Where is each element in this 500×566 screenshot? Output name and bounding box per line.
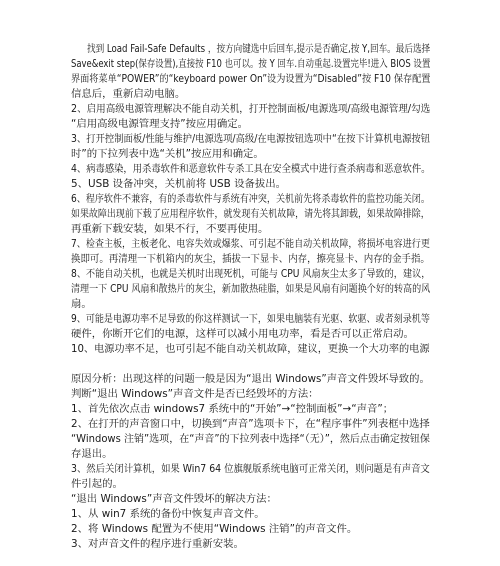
text-line: 存退出。 <box>71 448 113 460</box>
text-line: 3、然后关闭计算机，如果 Win7 64 位旗舰版系统电脑可正常关闭，则问题是有声音文 <box>71 463 430 475</box>
text-line: “退出 Windows”声音文件毁坏的解决方法： <box>71 493 277 505</box>
text-line: “Windows 注销”选项，在“声音”的下拉列表中选择“（无）”，然后点击确定按钮保 <box>71 433 430 445</box>
text-line: Save&exit step(保存设置),直接按 F10 也可以。按 Y 回车.自动重起.设置完毕!进入 BIOS 设置 <box>71 58 431 70</box>
text-line: 判断“退出 Windows”声音文件是否已经毁坏的方法： <box>71 388 319 400</box>
text-line: 件引起的。 <box>71 478 123 490</box>
text-line: 界面将菜单“POWER”的“keyboard power On”设为设置为“Disabled”按 F10 保存配置 <box>71 73 431 85</box>
text-line: 2、将 Windows 配置为不使用“Windows 注销”的声音文件。 <box>71 523 358 535</box>
text-line: 2、在打开的声音窗口中，切换到“声音”选项卡下，在“程序事件”列表框中选择 <box>71 418 430 430</box>
text-line: 7、检查主板，主板老化、电容失效或爆浆、可引起不能自动关机故障，将损坏电容进行更 <box>71 238 430 250</box>
text-line: 信息后，重新启动电脑。 <box>71 88 186 100</box>
text-line: 找到 Load Fail-Safe Defaults ，按方向键选中后回车,提示是否确定,按 Y,回车。最后选择 <box>87 43 431 55</box>
text-line: 换即可。再清理一下机箱内的灰尘，插拔一下显卡、内存，擦亮显卡、内存的金手指。 <box>71 253 430 265</box>
text-line: 4、病毒感染，用杀毒软件和恶意软件专杀工具在安全模式中进行查杀病毒和恶意软件。 <box>71 163 431 175</box>
text-line: 3、对声音文件的程序进行重新安装。 <box>71 538 244 550</box>
text-line: 扇。 <box>71 298 92 310</box>
text-line: 10、电源功率不足，也可引起不能自动关机故障，建议，更换一个大功率的电源 <box>71 343 430 355</box>
text-line: 如果故障出现前下载了应用程序软件，就发现有关机故障，请先将其卸载，如果故障排除， <box>71 208 430 220</box>
text-line: 9、可能是电源功率不足导致的你这样测试一下，如果电脑装有光驱、软驱、或者刻录机等 <box>71 313 430 325</box>
text-line: 6、程序软件不兼容，有的杀毒软件与系统有冲突，关机前先将杀毒软件的监控功能关闭。 <box>71 193 430 205</box>
text-line: 2、启用高级电源管理解决不能自动关机，打开控制面板/电源选项/高级电源管理/勾选 <box>71 103 431 115</box>
text-line: 1、首先依次点击 windows7 系统中的“开始”→“控制面板”→“声音”； <box>71 403 394 415</box>
text-line: 5、USB 设备冲突，关机前将 USB 设备拔出。 <box>71 178 287 190</box>
text-line: “启用高级电源管理支持”按应用确定。 <box>71 118 249 130</box>
text-line: 清理一下 CPU 风扇和散热片的灰尘，新加散热硅脂，如果是风扇有问题换个好的转高的风 <box>71 283 431 295</box>
text-line: 硬件，你断开它们的电源，这样可以减小用电功率，看是否可以正常启动。 <box>71 328 414 340</box>
text-line: 再重新下载安装，如果不行，不要再使用。 <box>71 223 269 235</box>
text-line: 8、不能自动关机，也就是关机时出现死机，可能与 CPU 风扇灰尘太多了导致的，建议， <box>71 268 431 280</box>
text-line: 原因分析：出现这样的问题一般是因为“退出 Windows”声音文件毁坏导致的。 <box>71 373 430 385</box>
text-line: 3、打开控制面板/性能与维护/电源选项/高级/在电源按钮选项中“在按下计算机电源按钮 <box>71 133 431 145</box>
text-line: 1、从 win7 系统的备份中恢复声音文件。 <box>71 508 265 520</box>
text-line: 时”的下拉列表中选“关机”按应用和确定。 <box>71 148 264 160</box>
